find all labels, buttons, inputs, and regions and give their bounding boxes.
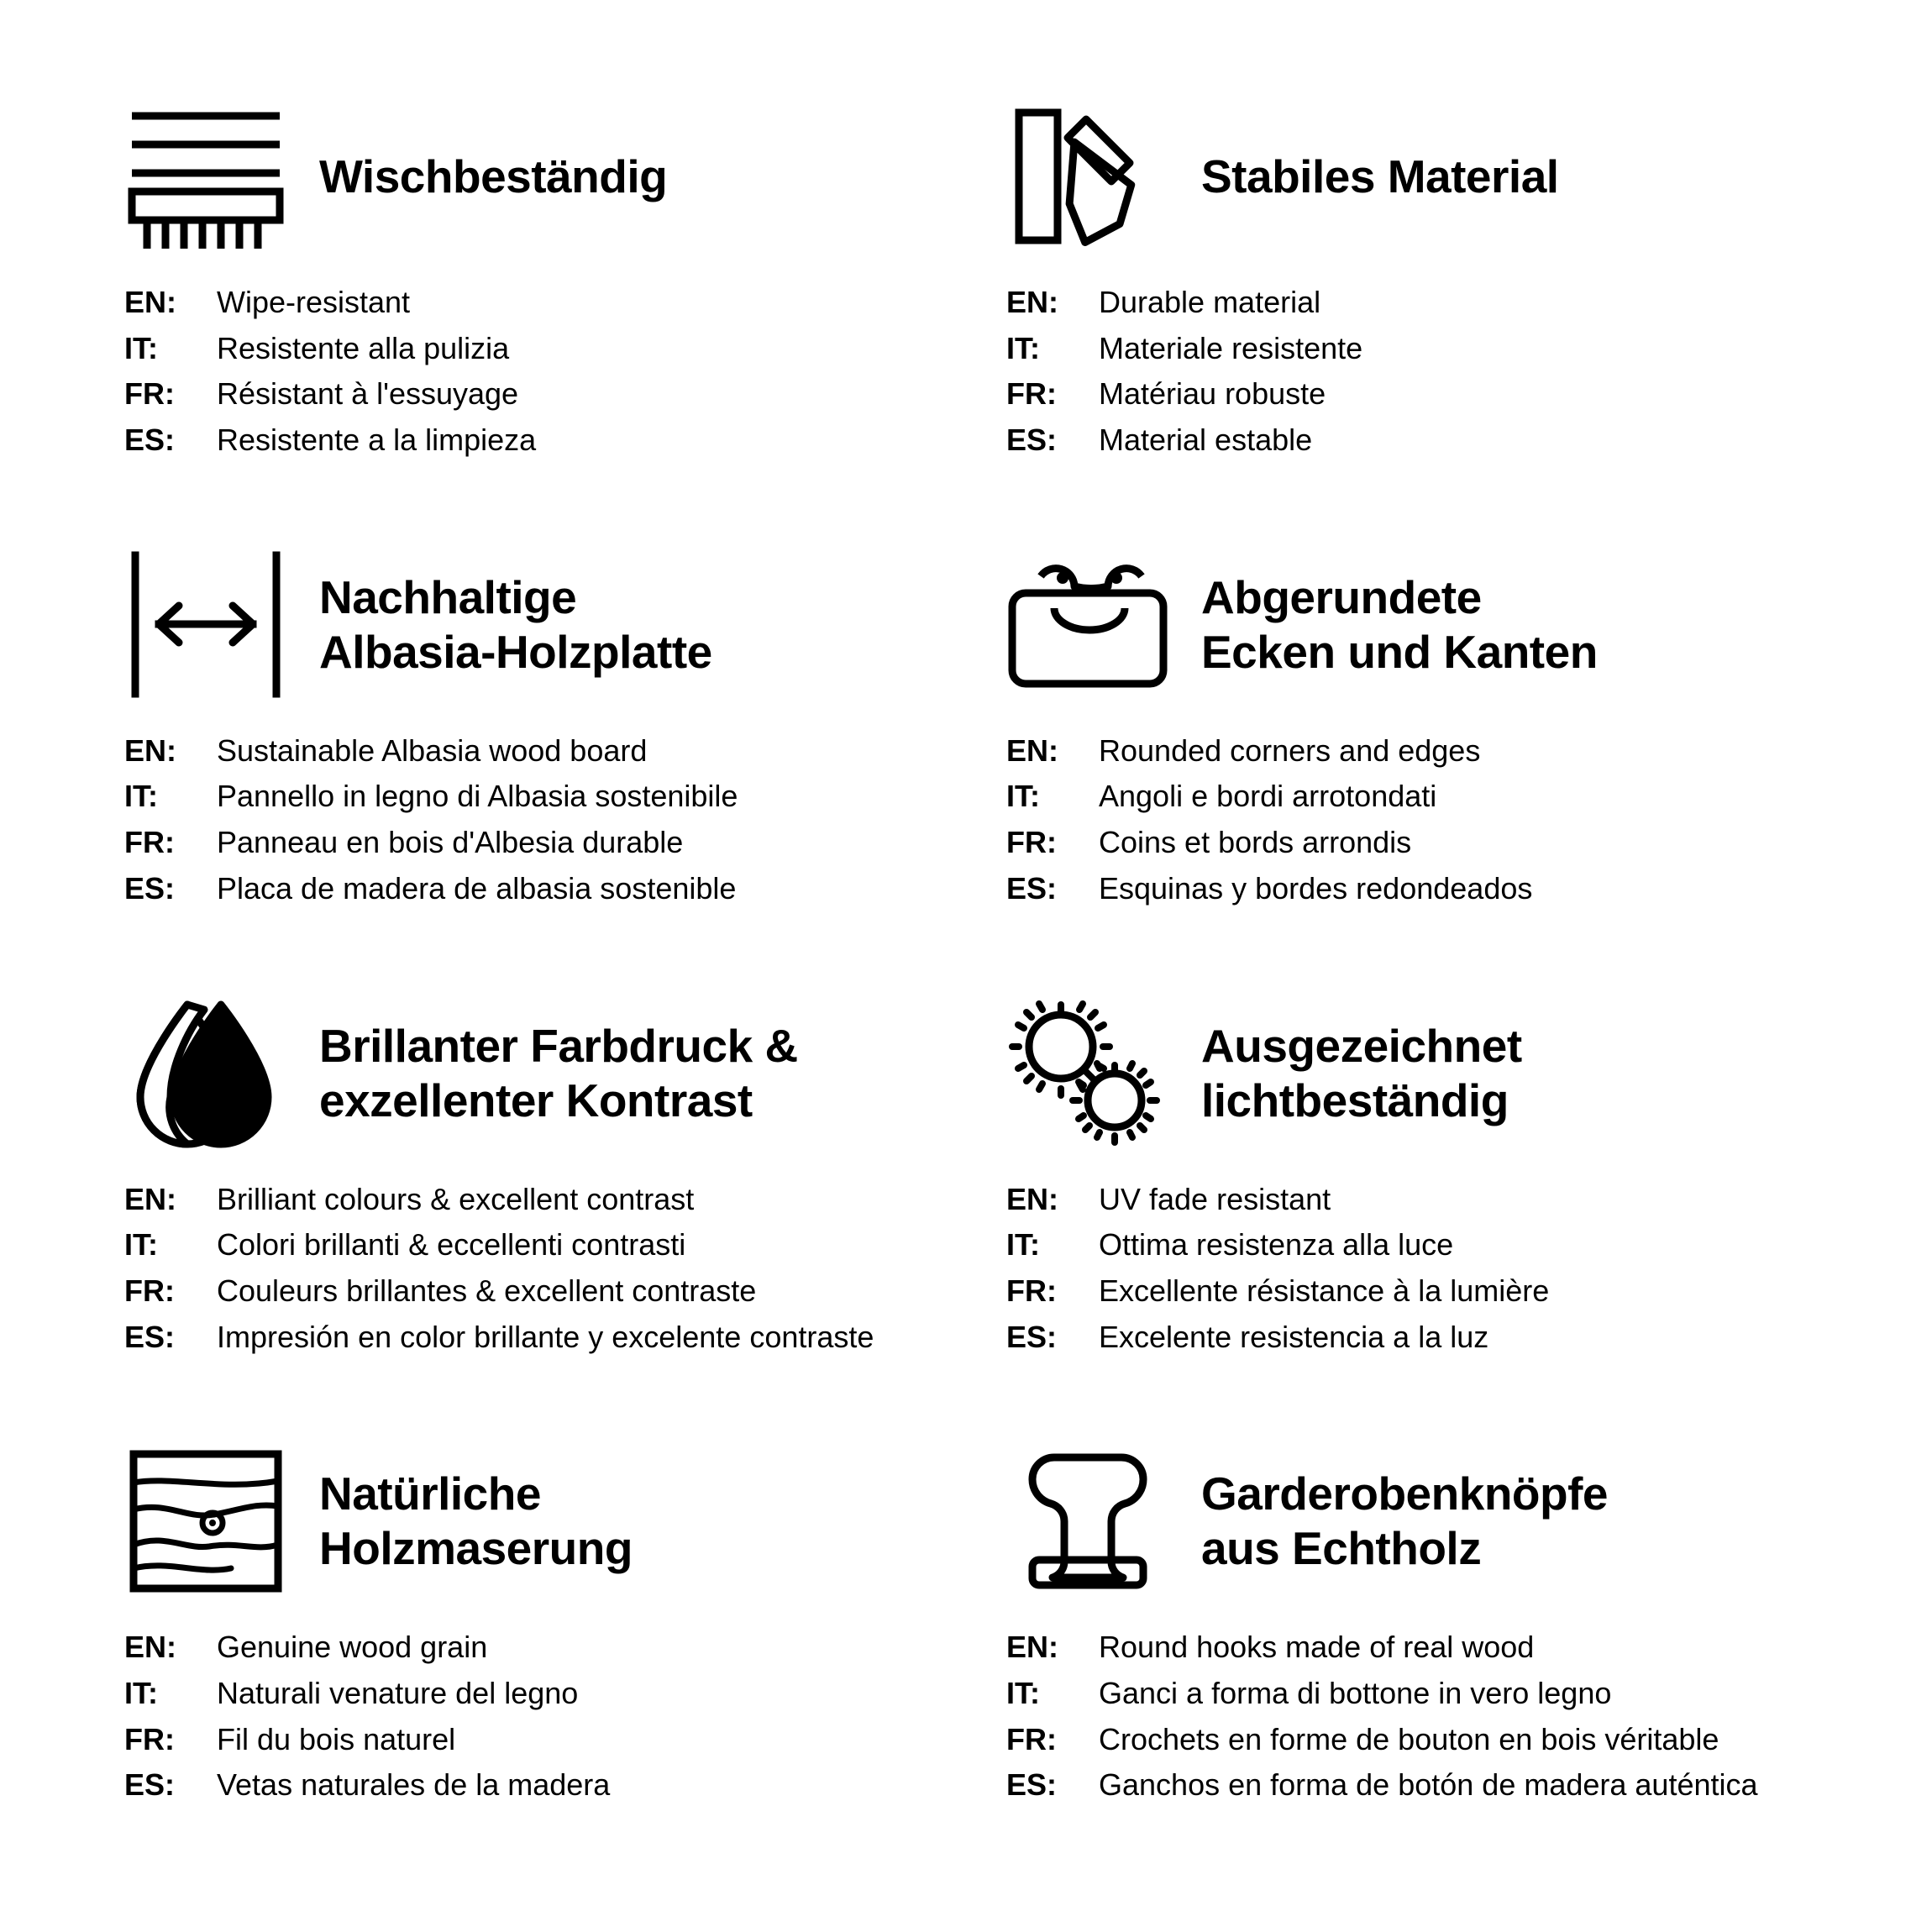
language-text: Pannello in legno di Albasia sostenibile xyxy=(217,779,738,814)
rounded-corners-frog-icon xyxy=(983,541,1193,709)
language-text: Crochets en forme de bouton en bois véritable xyxy=(1099,1721,1719,1756)
feature-title-line2: exzellenter Kontrast xyxy=(319,1074,753,1126)
language-text: Impresión en color brillante y excelente contraste xyxy=(217,1319,874,1354)
language-text: Rounded corners and edges xyxy=(1099,732,1481,768)
translation-row xyxy=(124,1268,949,1315)
language-code: FR: xyxy=(124,376,175,412)
translation-list xyxy=(101,280,949,464)
language-text: Round hooks made of real wood xyxy=(1099,1630,1535,1665)
wooden-knob-hook-icon xyxy=(983,1437,1193,1605)
language-text: Material estable xyxy=(1099,423,1313,458)
language-text: Couleurs brillantes & excellent contraste xyxy=(217,1273,757,1308)
language-text: Naturali venature del legno xyxy=(217,1675,579,1710)
translation-list xyxy=(983,728,1831,912)
translation-row xyxy=(124,371,949,417)
feature-title-line1: Brillanter Farbdruck & xyxy=(319,1019,798,1072)
language-code: IT: xyxy=(1006,330,1040,365)
feature-header xyxy=(101,1433,949,1609)
translation-row xyxy=(1006,866,1831,912)
width-arrow-icon xyxy=(101,541,311,709)
feature-title xyxy=(1193,1019,1522,1128)
translation-row xyxy=(1006,326,1831,372)
language-code: EN: xyxy=(1006,732,1058,768)
language-code: ES: xyxy=(124,423,176,458)
translation-list xyxy=(101,1177,949,1361)
translation-row xyxy=(124,866,949,912)
translation-row xyxy=(1006,1625,1831,1671)
translation-row xyxy=(124,1717,949,1763)
translation-row xyxy=(1006,774,1831,820)
translation-list xyxy=(101,1625,949,1809)
language-text: Excelente resistencia a la luz xyxy=(1099,1319,1489,1354)
translation-row xyxy=(1006,1717,1831,1763)
language-code: FR: xyxy=(124,1721,175,1756)
translation-list xyxy=(983,1625,1831,1809)
language-code: EN: xyxy=(124,285,176,319)
language-code: EN: xyxy=(124,1181,176,1216)
feature-header xyxy=(983,88,1831,265)
feature-brilliant-print xyxy=(101,985,949,1434)
feature-sustainable-board xyxy=(101,537,949,985)
feature-header xyxy=(101,985,949,1162)
feature-header xyxy=(101,88,949,265)
language-text: Wipe-resistant xyxy=(217,285,411,319)
language-code: EN: xyxy=(124,1630,176,1665)
scrub-brush-icon xyxy=(101,92,311,260)
feature-title-line2: Albasia-Holzplatte xyxy=(319,625,712,678)
translation-list xyxy=(983,1177,1831,1361)
feature-header xyxy=(983,537,1831,713)
feature-title-line1: Abgerundete xyxy=(1201,570,1482,623)
feature-wooden-hooks xyxy=(983,1433,1831,1882)
feature-header xyxy=(101,537,949,713)
translation-row xyxy=(124,326,949,372)
translation-row xyxy=(1006,1315,1831,1361)
feature-title xyxy=(1193,150,1559,204)
feature-title-line1: Garderobenknöpfe xyxy=(1201,1467,1609,1520)
board-and-hammer-icon xyxy=(983,92,1193,260)
feature-durable-material xyxy=(983,88,1831,537)
language-text: Resistente alla pulizia xyxy=(217,330,510,365)
translation-row xyxy=(124,1671,949,1717)
language-code: IT: xyxy=(124,1675,158,1710)
language-text: Angoli e bordi arrotondati xyxy=(1099,779,1437,814)
ink-drops-contrast-icon xyxy=(101,990,311,1158)
language-code: IT: xyxy=(1006,1227,1040,1263)
language-text: Placa de madera de albasia sostenible xyxy=(217,870,737,906)
feature-title xyxy=(311,1019,798,1128)
language-code: FR: xyxy=(1006,1721,1057,1756)
feature-title xyxy=(311,150,667,204)
language-text: Coins et bords arrondis xyxy=(1099,825,1412,860)
translation-row xyxy=(1006,1762,1831,1809)
language-text: Ganchos en forma de botón de madera auténtica xyxy=(1099,1767,1758,1803)
feature-title-line2: lichtbeständig xyxy=(1201,1074,1509,1126)
translation-row xyxy=(1006,820,1831,866)
wood-grain-icon xyxy=(101,1437,311,1605)
translation-row xyxy=(124,820,949,866)
feature-header xyxy=(983,985,1831,1162)
translation-row xyxy=(124,1177,949,1223)
feature-wipe-resistant xyxy=(101,88,949,537)
feature-uv-resistant xyxy=(983,985,1831,1434)
language-code: IT: xyxy=(1006,779,1040,814)
language-text: Materiale resistente xyxy=(1099,330,1363,365)
translation-list xyxy=(983,280,1831,464)
translation-row xyxy=(124,280,949,326)
translation-row xyxy=(1006,417,1831,464)
translation-row xyxy=(1006,1268,1831,1315)
language-code: ES: xyxy=(1006,1319,1058,1354)
language-text: Esquinas y bordes redondeados xyxy=(1099,870,1533,906)
language-code: ES: xyxy=(124,1767,176,1803)
language-code: ES: xyxy=(1006,870,1058,906)
language-code: ES: xyxy=(124,1319,176,1354)
translation-row xyxy=(1006,1222,1831,1268)
translation-row xyxy=(1006,371,1831,417)
feature-rounded-corners xyxy=(983,537,1831,985)
language-code: EN: xyxy=(1006,285,1058,319)
feature-title-line1: Wischbeständig xyxy=(319,150,668,202)
feature-title xyxy=(1193,1467,1608,1576)
language-code: FR: xyxy=(1006,1273,1057,1308)
language-text: Sustainable Albasia wood board xyxy=(217,732,648,768)
language-code: EN: xyxy=(1006,1181,1058,1216)
language-text: UV fade resistant xyxy=(1099,1181,1331,1216)
feature-title xyxy=(311,1467,633,1576)
language-text: Genuine wood grain xyxy=(217,1630,488,1665)
translation-row xyxy=(124,728,949,774)
language-code: IT: xyxy=(124,779,158,814)
feature-title xyxy=(1193,570,1598,680)
translation-row xyxy=(1006,728,1831,774)
language-text: Vetas naturales de la madera xyxy=(217,1767,611,1803)
language-code: IT: xyxy=(124,1227,158,1263)
language-text: Panneau en bois d'Albesia durable xyxy=(217,825,684,860)
feature-title-line2: aus Echtholz xyxy=(1201,1522,1482,1575)
language-code: ES: xyxy=(1006,1767,1058,1803)
feature-title xyxy=(311,570,712,680)
translation-row xyxy=(124,774,949,820)
language-code: EN: xyxy=(124,732,176,768)
translation-row xyxy=(124,1762,949,1809)
language-text: Resistente a la limpieza xyxy=(217,423,537,458)
feature-header xyxy=(983,1433,1831,1609)
feature-title-line1: Nachhaltige xyxy=(319,570,577,623)
feature-title-line2: Ecken und Kanten xyxy=(1201,625,1598,678)
language-code: FR: xyxy=(1006,376,1057,412)
language-text: Matériau robuste xyxy=(1099,376,1326,412)
feature-title-line2: Holzmaserung xyxy=(319,1522,633,1575)
language-text: Ottima resistenza alla luce xyxy=(1099,1227,1454,1263)
feature-title-line1: Ausgezeichnet xyxy=(1201,1019,1522,1072)
suns-uv-icon xyxy=(983,990,1193,1158)
translation-row xyxy=(1006,280,1831,326)
language-code: ES: xyxy=(1006,423,1058,458)
language-code: IT: xyxy=(124,330,158,365)
language-text: Durable material xyxy=(1099,285,1321,319)
translation-row xyxy=(1006,1177,1831,1223)
language-code: ES: xyxy=(124,870,176,906)
language-code: FR: xyxy=(124,1273,175,1308)
language-code: FR: xyxy=(124,825,175,860)
language-code: IT: xyxy=(1006,1675,1040,1710)
translation-row xyxy=(1006,1671,1831,1717)
feature-wood-grain xyxy=(101,1433,949,1882)
language-text: Excellente résistance à la lumière xyxy=(1099,1273,1550,1308)
feature-title-line1: Natürliche xyxy=(319,1467,541,1520)
feature-title-line1: Stabiles Material xyxy=(1201,150,1559,202)
translation-row xyxy=(124,1625,949,1671)
language-code: EN: xyxy=(1006,1630,1058,1665)
translation-list xyxy=(101,728,949,912)
language-text: Brilliant colours & excellent contrast xyxy=(217,1181,695,1216)
translation-row xyxy=(124,1315,949,1361)
language-text: Résistant à l'essuyage xyxy=(217,376,519,412)
language-text: Fil du bois naturel xyxy=(217,1721,456,1756)
language-text: Colori brillanti & eccellenti contrasti xyxy=(217,1227,686,1263)
language-text: Ganci a forma di bottone in vero legno xyxy=(1099,1675,1612,1710)
translation-row xyxy=(124,417,949,464)
language-code: FR: xyxy=(1006,825,1057,860)
translation-row xyxy=(124,1222,949,1268)
